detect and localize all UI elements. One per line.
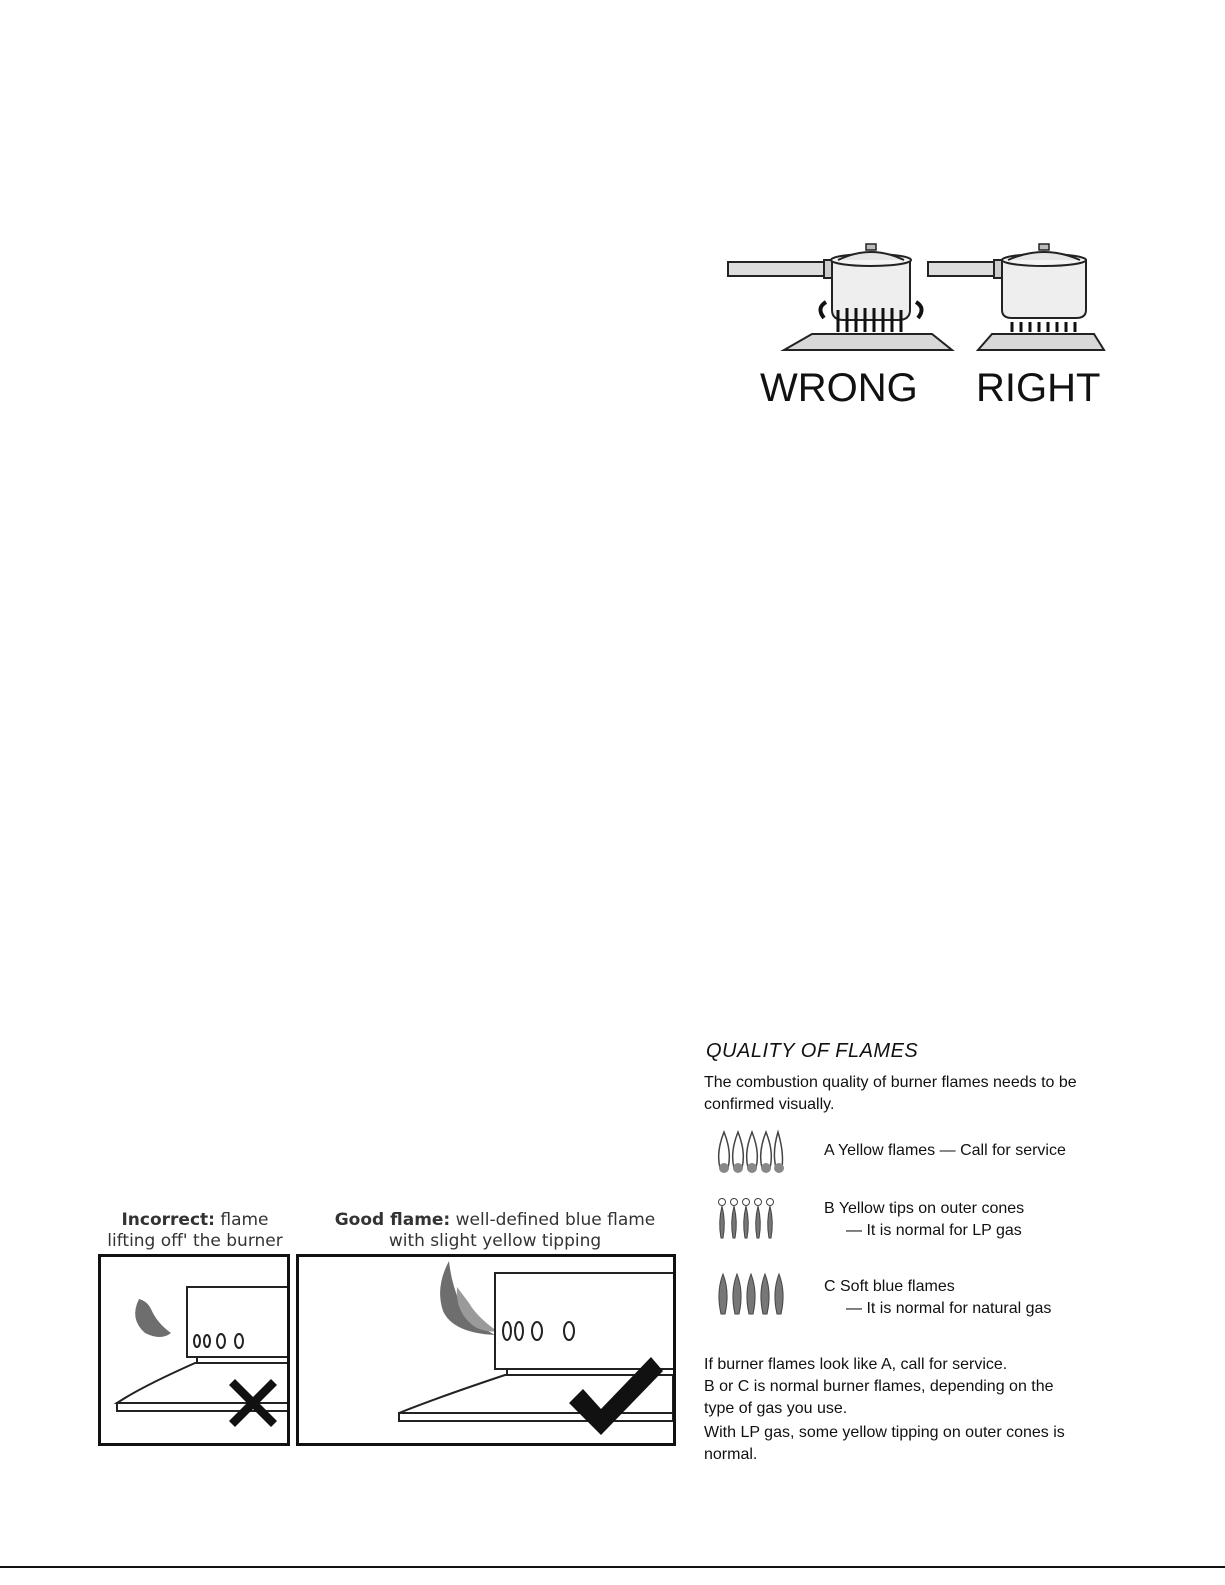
flame-b-text-2: — It is normal for LP gas xyxy=(846,1222,1022,1239)
good-caption-bold: Good flame: xyxy=(334,1210,451,1230)
incorrect-caption-line2: lifting off' the burner xyxy=(107,1231,283,1251)
bottom-rule xyxy=(0,1566,1225,1568)
pan-flame-figure xyxy=(720,238,1110,418)
good-flame-panel xyxy=(296,1254,676,1446)
good-caption-rest: well-defined blue flame xyxy=(450,1210,656,1230)
right-label: RIGHT xyxy=(976,366,1101,410)
pan-illustration xyxy=(720,238,1110,368)
incorrect-caption-bold: Incorrect: xyxy=(121,1210,215,1230)
check-mark-icon xyxy=(567,1355,665,1437)
incorrect-caption-rest: flame xyxy=(214,1210,269,1230)
note-line-2: B or C is normal burner flames, depending on the xyxy=(704,1378,1054,1395)
lifted-flame-icon xyxy=(135,1299,171,1337)
quality-of-flames-title: QUALITY OF FLAMES xyxy=(706,1040,919,1062)
intro-line-1: The combustion quality of burner flames needs to be xyxy=(704,1074,1077,1091)
right-pan-drawing xyxy=(928,244,1104,350)
x-mark-icon xyxy=(225,1375,281,1431)
note-line-5: normal. xyxy=(704,1446,758,1463)
note-line-1: If burner flames look like A, call for service. xyxy=(704,1356,1008,1373)
yellow-tips-flames-icon xyxy=(716,1196,780,1242)
intro-line-2: confirmed visually. xyxy=(704,1096,835,1113)
wrong-label: WRONG xyxy=(760,366,918,410)
note-line-3: type of gas you use. xyxy=(704,1400,848,1417)
wrong-pan-drawing xyxy=(728,244,952,350)
flame-b-text-1: B Yellow tips on outer cones xyxy=(824,1200,1025,1217)
incorrect-flame-panel xyxy=(98,1254,290,1446)
flame-c-text-1: C Soft blue flames xyxy=(824,1278,955,1295)
yellow-flames-icon xyxy=(714,1128,786,1176)
good-flame-caption xyxy=(330,1210,660,1252)
flame-c-text-2: — It is normal for natural gas xyxy=(846,1300,1052,1317)
incorrect-caption xyxy=(100,1210,290,1252)
note-line-4: With LP gas, some yellow tipping on outer cones is xyxy=(704,1424,1065,1441)
flame-a-text: A Yellow flames — Call for service xyxy=(824,1142,1066,1159)
good-caption-line2: with slight yellow tipping xyxy=(388,1231,602,1251)
soft-blue-flames-icon xyxy=(716,1272,788,1318)
